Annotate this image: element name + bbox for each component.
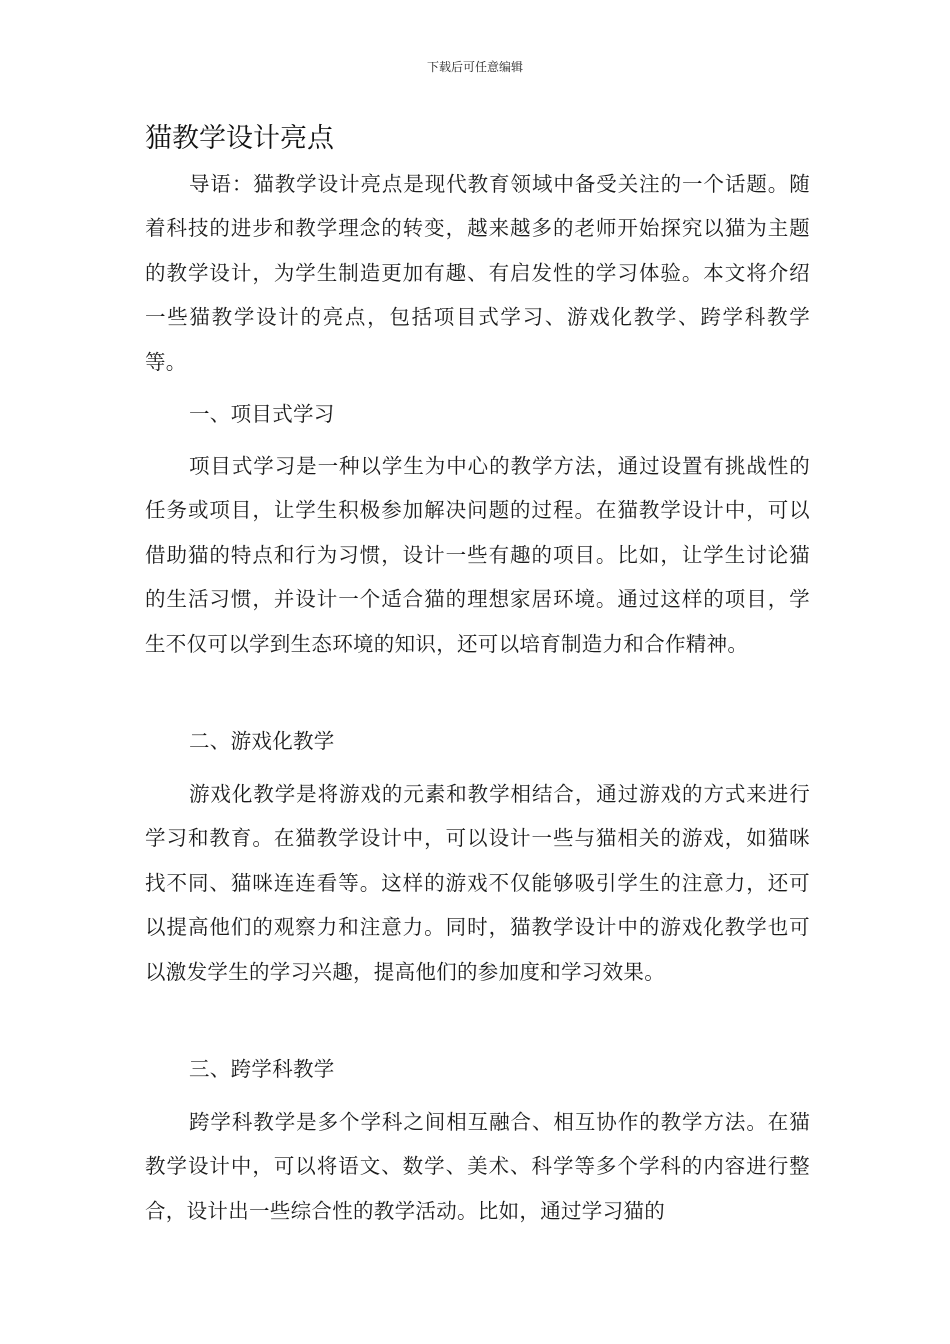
intro-paragraph: 导语：猫教学设计亮点是现代教育领域中备受关注的一个话题。随着科技的进步和教学理念的转变，越来越多的老师开始探究以猫为主题的教学设计，为学生制造更加有趣、有启发性的学习体验。本文将介绍一些猫教学设计的亮点，包括项目式学习、游戏化教学、跨学科教学等。	[145, 172, 810, 374]
document-title: 猫教学设计亮点	[145, 123, 334, 154]
section-heading-gamified-teaching: 二、游戏化教学	[189, 729, 335, 753]
section-body-project-learning: 项目式学习是一种以学生为中心的教学方法，通过设置有挑战性的任务或项目，让学生积极参加解决问题的过程。在猫教学设计中，可以借助猫的特点和行为习惯，设计一些有趣的项目。比如，让学生讨论猫的生活习惯，并设计一个适合猫的理想家居环境。通过这样的项目，学生不仅可以学到生态环境的知识，还可以培育制造力和合作精神。	[145, 454, 810, 656]
section-body-interdisciplinary: 跨学科教学是多个学科之间相互融合、相互协作的教学方法。在猫教学设计中，可以将语文、数学、美术、科学等多个学科的内容进行整合，设计出一些综合性的教学活动。比如，通过学习猫的	[145, 1110, 810, 1223]
section-heading-interdisciplinary: 三、跨学科教学	[189, 1057, 335, 1081]
page-header: 下载后可任意编辑	[426, 60, 523, 74]
section-heading-project-learning: 一、项目式学习	[189, 402, 335, 426]
section-body-gamified-teaching: 游戏化教学是将游戏的元素和教学相结合，通过游戏的方式来进行学习和教育。在猫教学设计中，可以设计一些与猫相关的游戏，如猫咪找不同、猫咪连连看等。这样的游戏不仅能够吸引学生的注意力，还可以提高他们的观察力和注意力。同时，猫教学设计中的游戏化教学也可以激发学生的学习兴趣，提高他们的参加度和学习效果。	[145, 782, 810, 984]
